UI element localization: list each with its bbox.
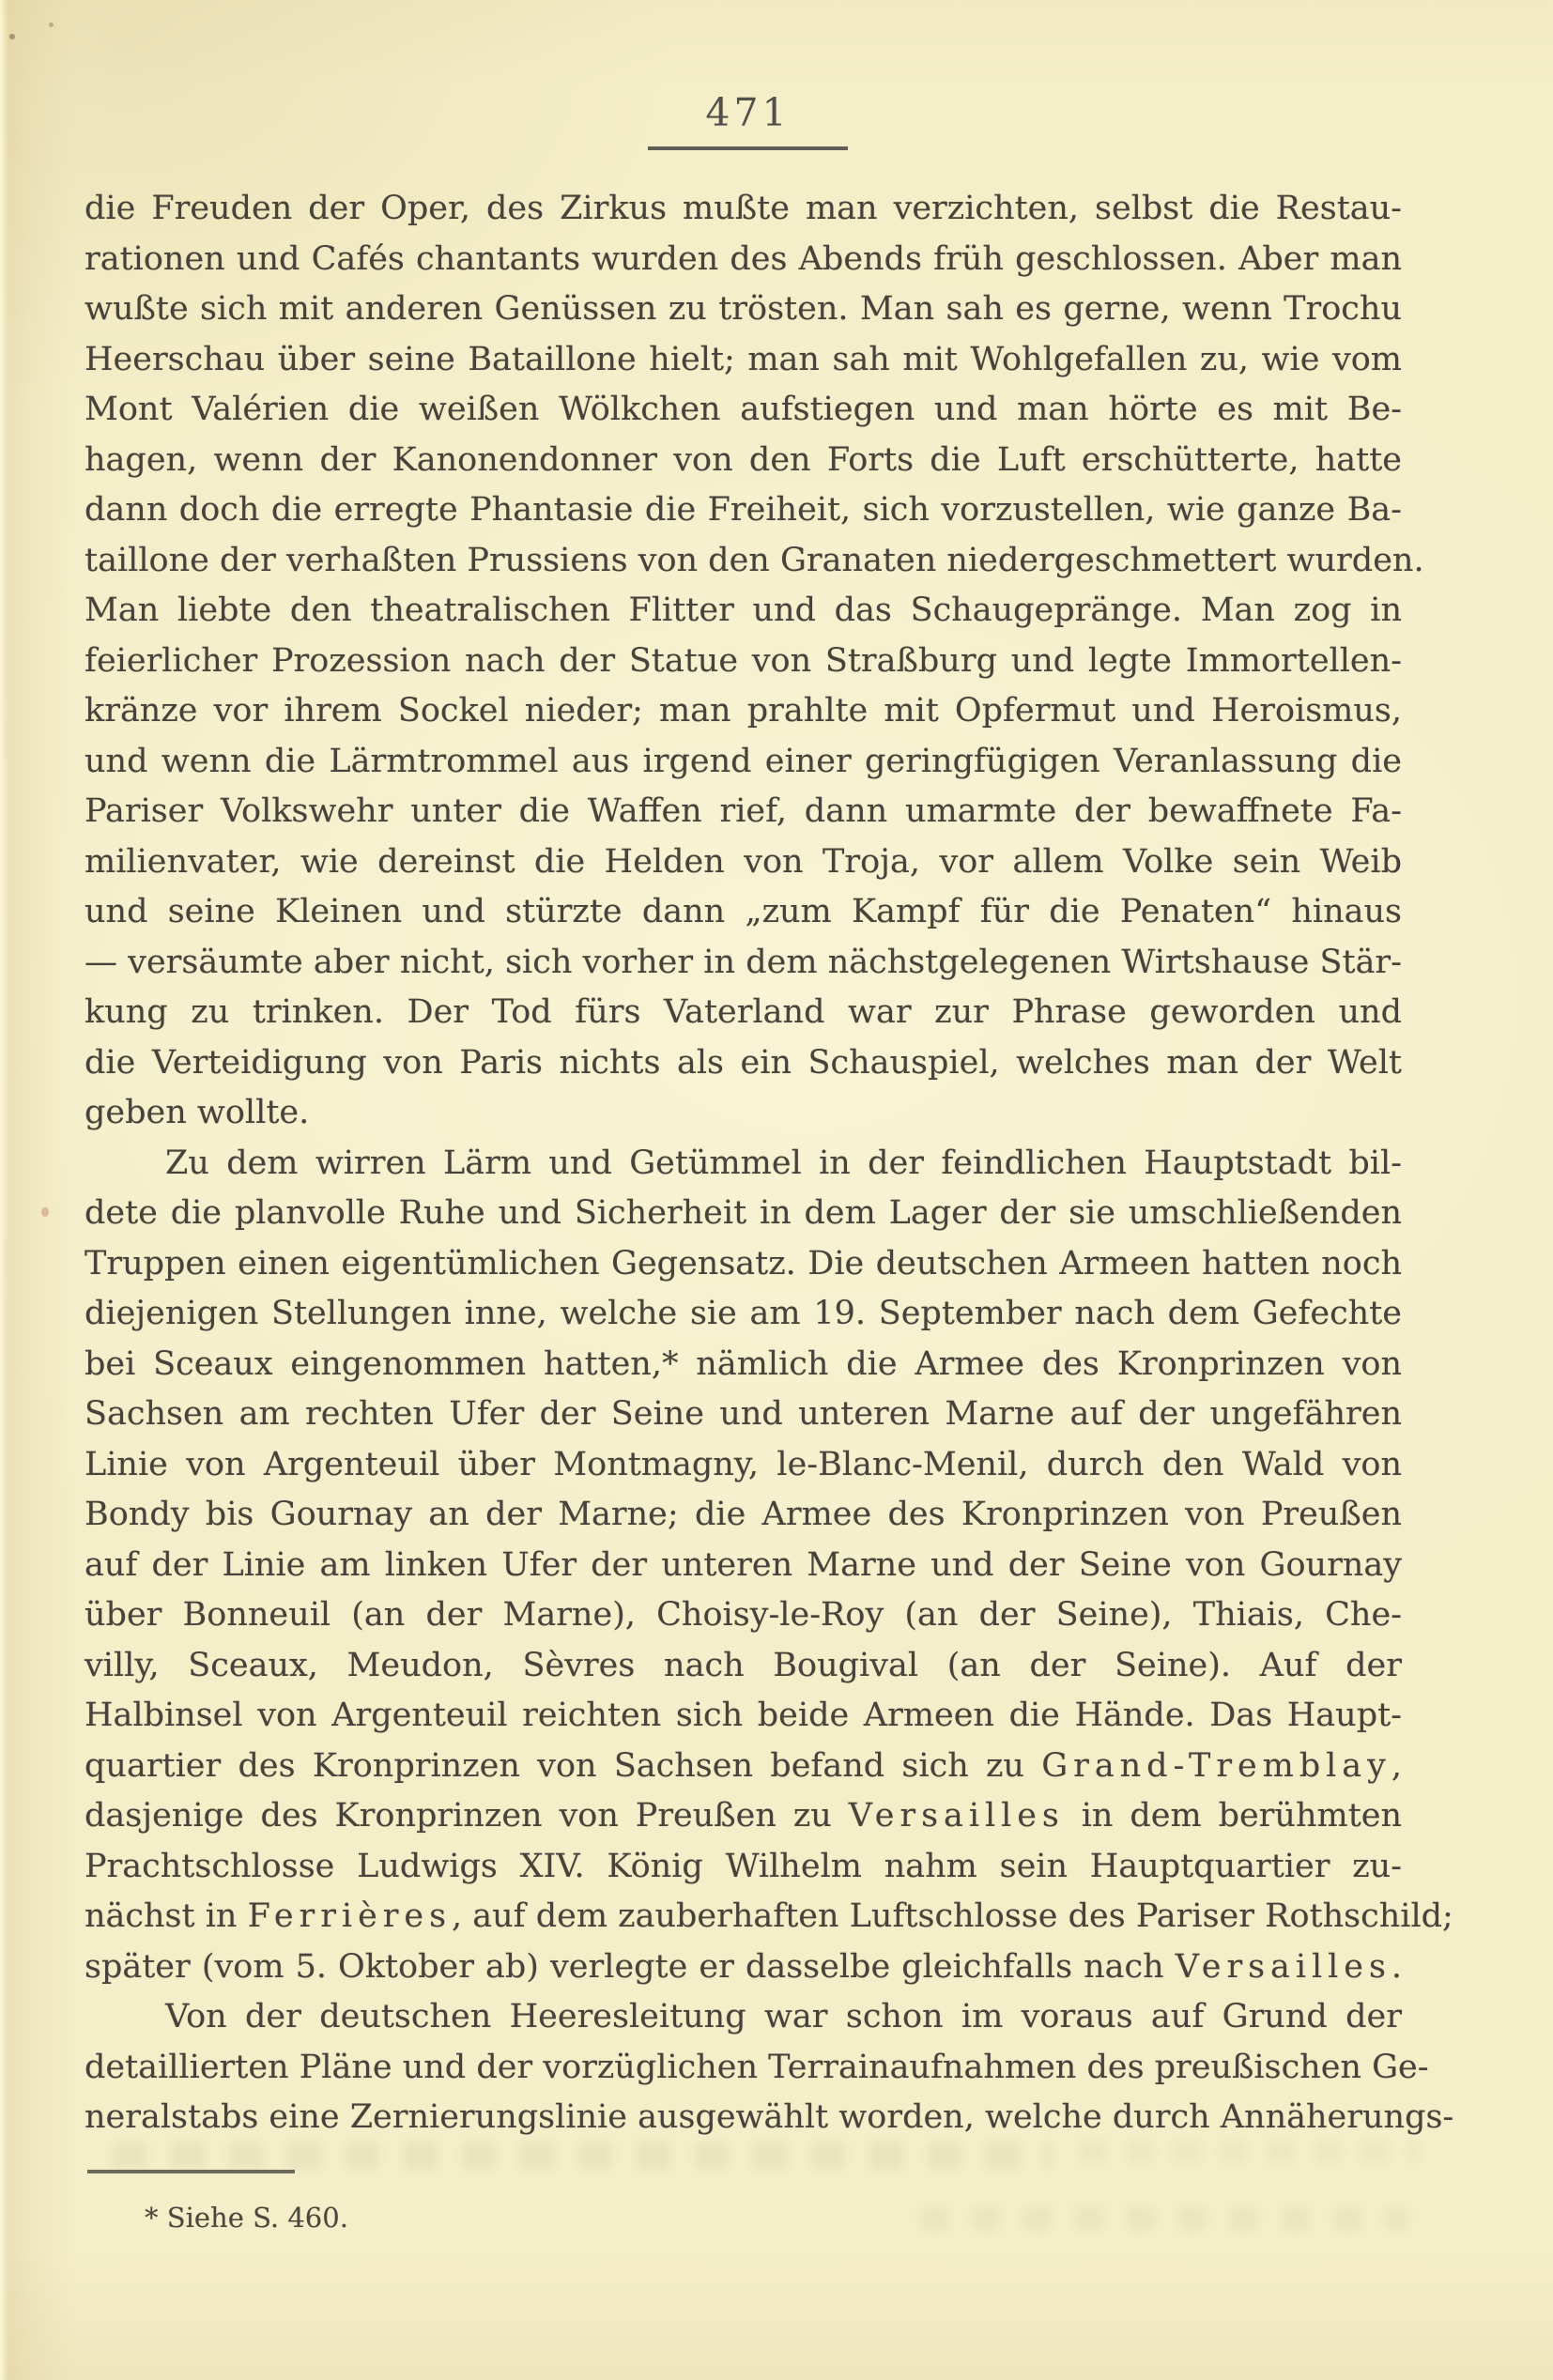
text-line: Prachtschlosse Ludwigs XIV. König Wilhelm nahm sein Hauptquartier zu-: [85, 1847, 1402, 1885]
text-line: und seine Kleinen und stürzte dann „zum Kampf für die Penaten“ hinaus: [85, 893, 1402, 930]
text-line: die Verteidigung von Paris nichts als ein Schauspiel, welches man der Welt: [85, 1043, 1402, 1082]
text-line: villy, Sceaux, Meudon, Sèvres nach Bougival (an der Seine). Auf der: [85, 1646, 1402, 1684]
text-line: Sachsen am rechten Ufer der Seine und unteren Marne auf der ungefähren: [85, 1395, 1402, 1433]
text-line: milienvater, wie dereinst die Helden von Troja, vor allem Volke sein Weib: [85, 842, 1402, 881]
text-line: und wenn die Lärmtrommel aus irgend einer geringfügigen Veranlassung die: [85, 742, 1402, 780]
text-line: die Freuden der Oper, des Zirkus mußte man verzichten, selbst die Restau-: [85, 190, 1402, 227]
text-line: neralstabs eine Zernierungslinie ausgewählt worden, welche durch Annäherungs-: [85, 2098, 1454, 2136]
text-line: Truppen einen eigentümlichen Gegensatz. Die deutschen Armeen hatten noch: [85, 1244, 1402, 1282]
page-header: [648, 90, 848, 135]
page-number: 471: [705, 90, 791, 135]
text-line: dann doch die erregte Phantasie die Freiheit, sich vorzustellen, wie ganze Ba-: [85, 491, 1402, 529]
letterspaced-word: Versailles: [848, 1797, 1065, 1835]
text-line: Man liebte den theatralischen Flitter und das Schaugepränge. Man zog in: [85, 591, 1402, 629]
text-line: Bondy bis Gournay an der Marne; die Armee des Kronprinzen von Preußen: [85, 1496, 1402, 1533]
letterspaced-word: Versailles: [1175, 1947, 1392, 1986]
text-line: dasjenige des Kronprinzen von Preußen zu Versailles in dem berühmten: [85, 1797, 1403, 1835]
text-line: geben wollte.: [85, 1094, 310, 1131]
text-line: später (vom 5. Oktober ab) verlegte er dasselbe gleichfalls nach Versailles.: [85, 1947, 1402, 1986]
text-line: taillone der verhaßten Prussiens von den Granaten niedergeschmettert wurden.: [85, 541, 1424, 579]
text-line: Von der deutschen Heeresleitung war schon im voraus auf Grund der: [165, 1998, 1402, 2035]
text-line: — versäumte aber nicht, sich vorher in dem nächstgelegenen Wirtshause Stär-: [85, 943, 1402, 981]
paper-speck: [41, 1207, 49, 1217]
page-showthrough: [1080, 2141, 1418, 2163]
text-line: dete die planvolle Ruhe und Sicherheit in dem Lager der sie umschließenden: [85, 1194, 1402, 1232]
text-line: über Bonneuil (an der Marne), Choisy-le-Roy (an der Seine), Thiais, Che-: [85, 1596, 1402, 1634]
paper-speck: [9, 34, 15, 39]
text-line: Pariser Volkswehr unter die Waffen rief, dann umarmte der bewaffnete Fa-: [85, 792, 1402, 830]
text-line: Linie von Argenteuil über Montmagny, le-Blanc-Menil, durch den Wald von: [85, 1445, 1402, 1483]
paper-speck: [49, 23, 54, 27]
footnote-rule: [87, 2170, 295, 2173]
text-line: bei Sceaux eingenommen hatten,* nämlich die Armee des Kronprinzen von: [85, 1344, 1402, 1383]
footnote: * Siehe S. 460.: [145, 2202, 348, 2234]
text-line: Halbinsel von Argenteuil reichten sich beide Armeen die Hände. Das Haupt-: [85, 1697, 1402, 1734]
text-line: hagen, wenn der Kanonendonner von den Forts die Luft erschütterte, hatte: [85, 440, 1402, 479]
page-number-rule: [648, 146, 848, 150]
text-line: diejenigen Stellungen inne, welche sie am 19. September nach dem Gefechte: [85, 1295, 1402, 1332]
body-text: [85, 184, 1454, 2143]
text-line: quartier des Kronprinzen von Sachsen befand sich zu Grand-Tremblay,: [85, 1746, 1402, 1785]
text-line: Mont Valérien die weißen Wölkchen aufstiegen und man hörte es mit Be-: [85, 391, 1402, 428]
page-showthrough: [113, 2142, 1052, 2169]
text-line: kung zu trinken. Der Tod fürs Vaterland war zur Phrase geworden und: [85, 993, 1402, 1031]
text-line: Zu dem wirren Lärm und Getümmel in der feindlichen Hauptstadt bil-: [165, 1144, 1402, 1182]
text-line: detaillierten Pläne und der vorzüglichen Terrainaufnahmen des preußischen Ge-: [85, 2048, 1429, 2086]
text-line: nächst in Ferrières, auf dem zauberhaften Luftschlosse des Pariser Rothschild;: [85, 1897, 1453, 1935]
text-line: kränze vor ihrem Sockel nieder; man prahlte mit Opfermut und Heroismus,: [85, 692, 1402, 729]
text-line: wußte sich mit anderen Genüssen zu trösten. Man sah es gerne, wenn Trochu: [85, 290, 1402, 328]
letterspaced-word: Ferrières: [247, 1897, 452, 1935]
text-line: rationen und Cafés chantants wurden des Abends früh geschlossen. Aber man: [85, 239, 1402, 278]
text-line: feierlicher Prozession nach der Statue von Straßburg und legte Immortellen-: [85, 641, 1402, 680]
letterspaced-word: Grand-Tremblay: [1041, 1746, 1392, 1785]
text-line: Heerschau über seine Bataillone hielt; man sah mit Wohlgefallen zu, wie vom: [85, 340, 1402, 378]
text-line: auf der Linie am linken Ufer der unteren Marne und der Seine von Gournay: [85, 1545, 1402, 1584]
